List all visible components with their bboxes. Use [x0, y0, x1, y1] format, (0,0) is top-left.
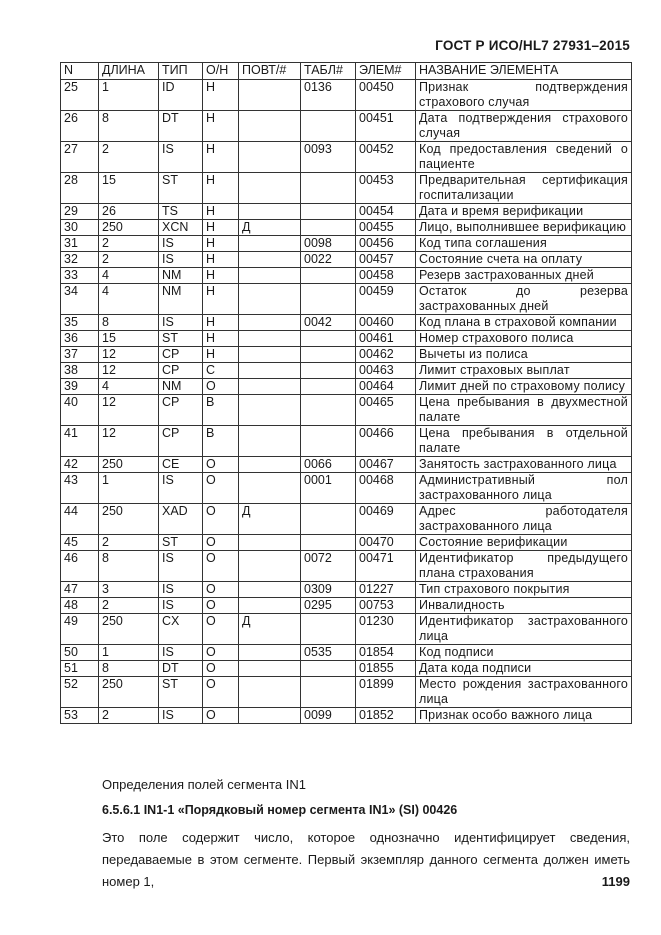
table-cell: 00451 — [356, 111, 416, 142]
table-cell-name: Адрес работодателя застрахованного лица — [416, 504, 632, 535]
table-cell: Н — [203, 331, 239, 347]
table-cell: 0072 — [301, 551, 356, 582]
table-row — [61, 80, 632, 111]
table-cell: 1 — [99, 473, 159, 504]
table-cell — [239, 347, 301, 363]
table-cell-name: Идентификатор предыдущего плана страхования — [416, 551, 632, 582]
table-cell: 26 — [61, 111, 99, 142]
table-cell: 0309 — [301, 582, 356, 598]
table-cell: 29 — [61, 204, 99, 220]
table-cell: 40 — [61, 395, 99, 426]
table-cell: 1 — [99, 80, 159, 111]
table-cell: DT — [159, 661, 203, 677]
table-cell: 00466 — [356, 426, 416, 457]
table-cell: 8 — [99, 661, 159, 677]
table-cell: NM — [159, 284, 203, 315]
table-cell: О — [203, 677, 239, 708]
table-cell: С — [203, 363, 239, 379]
table-cell-name: Инвалидность — [416, 598, 632, 614]
table-cell — [301, 204, 356, 220]
table-cell: 35 — [61, 315, 99, 331]
table-cell: 00465 — [356, 395, 416, 426]
table-row — [61, 315, 632, 331]
table-cell: ST — [159, 173, 203, 204]
table-cell — [239, 80, 301, 111]
column-header-optionality: О/Н — [203, 63, 239, 80]
table-cell: 1 — [99, 645, 159, 661]
table-row — [61, 284, 632, 315]
table-cell — [301, 535, 356, 551]
table-cell: 00462 — [356, 347, 416, 363]
table-cell-name: Идентификатор застрахованного лица — [416, 614, 632, 645]
table-row — [61, 252, 632, 268]
table-cell: 250 — [99, 457, 159, 473]
table-cell-name: Код типа соглашения — [416, 236, 632, 252]
table-cell-name: Остаток до резерва застрахованных дней — [416, 284, 632, 315]
table-row — [61, 535, 632, 551]
table-cell: 38 — [61, 363, 99, 379]
table-cell: IS — [159, 582, 203, 598]
table-cell — [301, 426, 356, 457]
table-cell — [301, 504, 356, 535]
table-cell: CP — [159, 363, 203, 379]
table-cell-name: Лицо, выполнившее верификацию — [416, 220, 632, 236]
table-cell — [301, 379, 356, 395]
table-cell: О — [203, 457, 239, 473]
table-cell: CP — [159, 347, 203, 363]
table-cell: 0295 — [301, 598, 356, 614]
table-body — [61, 80, 632, 724]
table-cell: 2 — [99, 142, 159, 173]
table-cell: 00454 — [356, 204, 416, 220]
table-cell: ST — [159, 535, 203, 551]
table-cell: Д — [239, 220, 301, 236]
table-cell: Н — [203, 111, 239, 142]
table-cell: 00469 — [356, 504, 416, 535]
table-cell: О — [203, 379, 239, 395]
table-cell: О — [203, 598, 239, 614]
table-row — [61, 614, 632, 645]
table-row — [61, 111, 632, 142]
table-cell: 0022 — [301, 252, 356, 268]
table-cell: 48 — [61, 598, 99, 614]
table-cell: Н — [203, 142, 239, 173]
table-cell: Н — [203, 80, 239, 111]
table-row — [61, 426, 632, 457]
table-cell: IS — [159, 473, 203, 504]
table-cell: 00452 — [356, 142, 416, 173]
table-cell: 27 — [61, 142, 99, 173]
column-header-element-name: НАЗВАНИЕ ЭЛЕМЕНТА — [416, 63, 632, 80]
table-cell: О — [203, 582, 239, 598]
table-cell — [239, 204, 301, 220]
table-cell: О — [203, 708, 239, 724]
table-cell: О — [203, 645, 239, 661]
table-cell — [239, 379, 301, 395]
table-cell: О — [203, 535, 239, 551]
table-cell: XCN — [159, 220, 203, 236]
table-cell: О — [203, 504, 239, 535]
table-cell: 01899 — [356, 677, 416, 708]
table-row — [61, 645, 632, 661]
table-cell: 50 — [61, 645, 99, 661]
table-cell-name: Дата и время верификации — [416, 204, 632, 220]
table-cell: В — [203, 395, 239, 426]
table-cell — [239, 551, 301, 582]
table-row — [61, 220, 632, 236]
table-row — [61, 236, 632, 252]
table-cell — [239, 268, 301, 284]
table-cell: 00471 — [356, 551, 416, 582]
table-cell — [301, 395, 356, 426]
segment-fields-table — [60, 62, 632, 724]
table-cell: 3 — [99, 582, 159, 598]
column-header-type: ТИП — [159, 63, 203, 80]
table-cell: IS — [159, 551, 203, 582]
table-cell: 00461 — [356, 331, 416, 347]
table-cell: 01227 — [356, 582, 416, 598]
table-cell-name: Тип страхового покрытия — [416, 582, 632, 598]
table-cell: 12 — [99, 426, 159, 457]
table-cell: 30 — [61, 220, 99, 236]
table-cell: 01854 — [356, 645, 416, 661]
table-cell: ST — [159, 331, 203, 347]
table-cell: DT — [159, 111, 203, 142]
table-cell: 28 — [61, 173, 99, 204]
table-cell-name: Цена пребывания в двухместной палате — [416, 395, 632, 426]
table-cell: 32 — [61, 252, 99, 268]
field-description-paragraph: Это поле содержит число, которое однозначно идентифицирует сведения, передаваемые в этом сегменте. Первый экземпляр данного сегмента должен иметь номер 1, — [102, 830, 630, 889]
table-cell-name: Административный пол застрахованного лица — [416, 473, 632, 504]
table-cell: Н — [203, 252, 239, 268]
table-cell: 8 — [99, 315, 159, 331]
table-row — [61, 379, 632, 395]
table-cell: 37 — [61, 347, 99, 363]
table-cell — [301, 363, 356, 379]
table-cell: 00453 — [356, 173, 416, 204]
table-cell: 0535 — [301, 645, 356, 661]
table-cell: 00457 — [356, 252, 416, 268]
table-cell: 0042 — [301, 315, 356, 331]
table-cell: 250 — [99, 614, 159, 645]
table-cell: 2 — [99, 535, 159, 551]
table-cell: 33 — [61, 268, 99, 284]
table-cell: Д — [239, 504, 301, 535]
document-header-title: ГОСТ Р ИСО/HL7 27931–2015 — [435, 38, 630, 53]
table-cell: 41 — [61, 426, 99, 457]
table-cell-name: Занятость застрахованного лица — [416, 457, 632, 473]
table-cell: В — [203, 426, 239, 457]
table-cell: ST — [159, 677, 203, 708]
column-header-repeat: ПОВТ/# — [239, 63, 301, 80]
table-cell: 0093 — [301, 142, 356, 173]
table-cell: Д — [239, 614, 301, 645]
table-header-row — [61, 63, 632, 80]
table-cell-name: Вычеты из полиса — [416, 347, 632, 363]
table-cell: 34 — [61, 284, 99, 315]
table-row — [61, 677, 632, 708]
table-cell — [239, 363, 301, 379]
table-cell: 45 — [61, 535, 99, 551]
table-cell: 53 — [61, 708, 99, 724]
table-cell: Н — [203, 236, 239, 252]
table-cell — [301, 111, 356, 142]
table-cell: 00455 — [356, 220, 416, 236]
table-cell: О — [203, 551, 239, 582]
table-cell: 250 — [99, 677, 159, 708]
table-cell: 0066 — [301, 457, 356, 473]
table-cell: 12 — [99, 395, 159, 426]
field-subheading: 6.5.6.1 IN1-1 «Порядковый номер сегмента IN1» (SI) 00426 — [102, 803, 458, 817]
table-cell — [301, 347, 356, 363]
table-row — [61, 504, 632, 535]
table-cell — [301, 677, 356, 708]
table-row — [61, 268, 632, 284]
table-cell: 00460 — [356, 315, 416, 331]
table-cell: 00468 — [356, 473, 416, 504]
table-cell-name: Лимит дней по страховому полису — [416, 379, 632, 395]
table-cell-name: Состояние верификации — [416, 535, 632, 551]
table-cell: CP — [159, 395, 203, 426]
section-heading: Определения полей сегмента IN1 — [102, 777, 306, 792]
table-cell — [239, 708, 301, 724]
table-cell-name: Код плана в страховой компании — [416, 315, 632, 331]
table-cell: 00467 — [356, 457, 416, 473]
table-cell — [239, 677, 301, 708]
table-row — [61, 457, 632, 473]
table-cell: 49 — [61, 614, 99, 645]
table-cell: 00470 — [356, 535, 416, 551]
table-cell-name: Резерв застрахованных дней — [416, 268, 632, 284]
page-number: 1199 — [601, 874, 630, 889]
table-cell: 47 — [61, 582, 99, 598]
table-cell-name: Код предоставления сведений о пациенте — [416, 142, 632, 173]
table-cell — [239, 535, 301, 551]
table-cell: 42 — [61, 457, 99, 473]
table-cell: 26 — [99, 204, 159, 220]
table-cell: IS — [159, 236, 203, 252]
table-row — [61, 598, 632, 614]
table-cell: Н — [203, 220, 239, 236]
table-cell: 00458 — [356, 268, 416, 284]
column-header-length: ДЛИНА — [99, 63, 159, 80]
table-cell: 8 — [99, 111, 159, 142]
table-cell: 4 — [99, 379, 159, 395]
table-row — [61, 173, 632, 204]
table-cell: Н — [203, 347, 239, 363]
table-cell — [301, 284, 356, 315]
table-cell: Н — [203, 284, 239, 315]
table-cell: IS — [159, 598, 203, 614]
table-row — [61, 347, 632, 363]
table-cell — [301, 173, 356, 204]
table-row — [61, 331, 632, 347]
table-row — [61, 551, 632, 582]
table-cell — [239, 457, 301, 473]
table-row — [61, 661, 632, 677]
table-cell-name: Лимит страховых выплат — [416, 363, 632, 379]
table-cell-name: Предварительная сертификация госпитализации — [416, 173, 632, 204]
table-row — [61, 204, 632, 220]
table-cell: 250 — [99, 220, 159, 236]
table-cell: 51 — [61, 661, 99, 677]
table-cell — [239, 426, 301, 457]
table-cell: О — [203, 473, 239, 504]
table-cell: 2 — [99, 236, 159, 252]
table-cell: 250 — [99, 504, 159, 535]
table-cell — [301, 268, 356, 284]
table-cell: CP — [159, 426, 203, 457]
table-cell: 00464 — [356, 379, 416, 395]
table-row — [61, 473, 632, 504]
table-cell: 0098 — [301, 236, 356, 252]
table-row — [61, 395, 632, 426]
table-cell: 0136 — [301, 80, 356, 111]
table-cell: IS — [159, 708, 203, 724]
table-cell: Н — [203, 173, 239, 204]
table-cell: 12 — [99, 347, 159, 363]
table-cell — [301, 661, 356, 677]
table-cell: 01230 — [356, 614, 416, 645]
table-cell — [239, 252, 301, 268]
table-cell: NM — [159, 379, 203, 395]
table-cell: CE — [159, 457, 203, 473]
table-cell-name: Признак подтверждения страхового случая — [416, 80, 632, 111]
table-cell: 01852 — [356, 708, 416, 724]
table-cell: 39 — [61, 379, 99, 395]
table-cell: 44 — [61, 504, 99, 535]
table-cell — [239, 473, 301, 504]
table-cell: Н — [203, 268, 239, 284]
table-cell: 15 — [99, 331, 159, 347]
table-cell: О — [203, 614, 239, 645]
table-cell: IS — [159, 252, 203, 268]
table-cell — [239, 111, 301, 142]
table-row — [61, 582, 632, 598]
table-cell: 0099 — [301, 708, 356, 724]
table-cell: Н — [203, 204, 239, 220]
table-cell — [239, 661, 301, 677]
table-cell: 01855 — [356, 661, 416, 677]
table-cell: IS — [159, 142, 203, 173]
table-cell: 4 — [99, 268, 159, 284]
table-cell — [239, 331, 301, 347]
table-cell: 00459 — [356, 284, 416, 315]
table-row — [61, 363, 632, 379]
table-cell — [239, 236, 301, 252]
column-header-element: ЭЛЕМ# — [356, 63, 416, 80]
table-cell: CX — [159, 614, 203, 645]
table-cell: TS — [159, 204, 203, 220]
table-cell: 4 — [99, 284, 159, 315]
table-row — [61, 708, 632, 724]
table-cell-name: Состояние счета на оплату — [416, 252, 632, 268]
table-cell: 36 — [61, 331, 99, 347]
table-cell: 2 — [99, 598, 159, 614]
table-cell: О — [203, 661, 239, 677]
table-cell — [239, 142, 301, 173]
table-cell — [239, 582, 301, 598]
table-cell-name: Дата подтверждения страхового случая — [416, 111, 632, 142]
table-cell: XAD — [159, 504, 203, 535]
table-cell — [239, 173, 301, 204]
table-cell: IS — [159, 645, 203, 661]
table-cell: 8 — [99, 551, 159, 582]
table-cell-name: Место рождения застрахованного лица — [416, 677, 632, 708]
table-cell-name: Цена пребывания в отдельной палате — [416, 426, 632, 457]
table-cell: 52 — [61, 677, 99, 708]
table-cell: 0001 — [301, 473, 356, 504]
table-cell: 15 — [99, 173, 159, 204]
table-cell: 00753 — [356, 598, 416, 614]
table-cell: IS — [159, 315, 203, 331]
table-cell: 43 — [61, 473, 99, 504]
table-cell — [301, 220, 356, 236]
table-cell — [239, 284, 301, 315]
table-cell — [239, 315, 301, 331]
table-cell: 2 — [99, 708, 159, 724]
table-cell — [301, 614, 356, 645]
table-cell: NM — [159, 268, 203, 284]
table-cell: 00463 — [356, 363, 416, 379]
table-cell-name: Номер страхового полиса — [416, 331, 632, 347]
table-cell: 31 — [61, 236, 99, 252]
table-cell: ID — [159, 80, 203, 111]
column-header-table: ТАБЛ# — [301, 63, 356, 80]
table-cell — [301, 331, 356, 347]
table-cell — [239, 645, 301, 661]
table-cell: 00456 — [356, 236, 416, 252]
table-cell: Н — [203, 315, 239, 331]
table-cell-name: Код подписи — [416, 645, 632, 661]
table-cell — [239, 395, 301, 426]
table-cell: 00450 — [356, 80, 416, 111]
column-header-n: N — [61, 63, 99, 80]
table-cell-name: Признак особо важного лица — [416, 708, 632, 724]
table-cell: 12 — [99, 363, 159, 379]
table-cell: 46 — [61, 551, 99, 582]
table-row — [61, 142, 632, 173]
table-cell-name: Дата кода подписи — [416, 661, 632, 677]
table-cell: 25 — [61, 80, 99, 111]
table-cell — [239, 598, 301, 614]
table-cell: 2 — [99, 252, 159, 268]
